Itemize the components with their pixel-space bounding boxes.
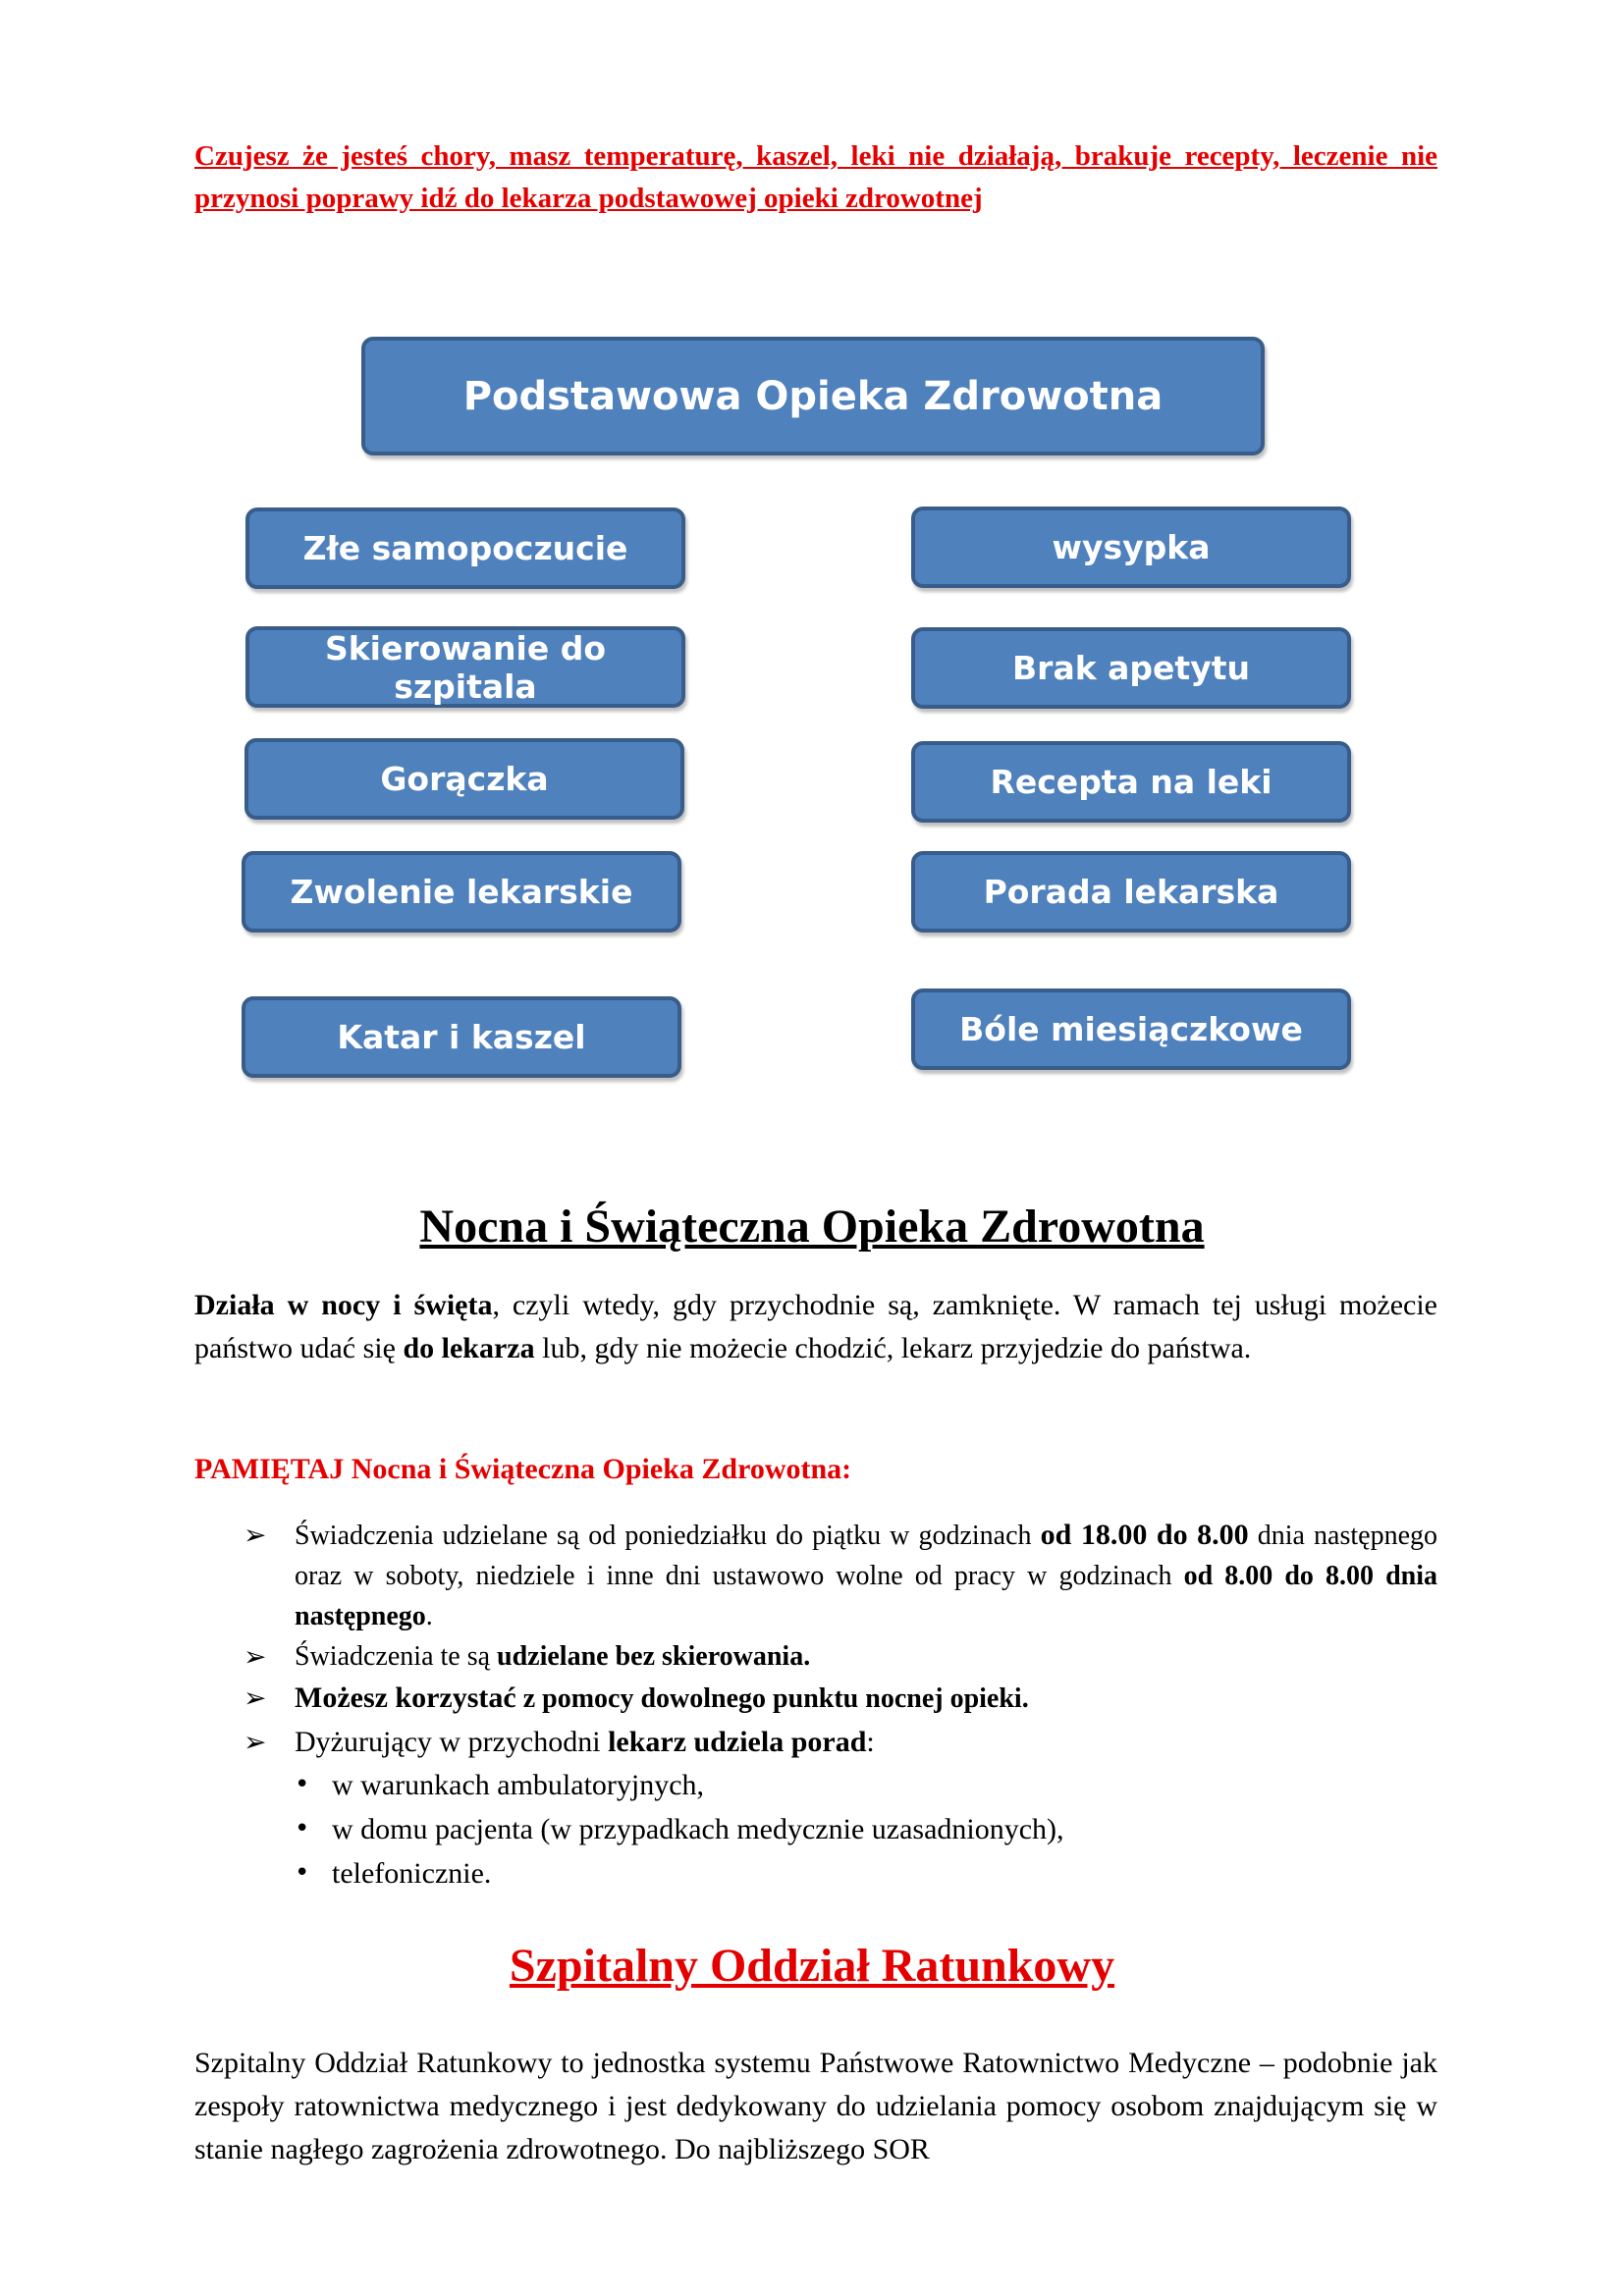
list-item: • w warunkach ambulatoryjnych, bbox=[194, 1763, 1437, 1807]
diagram-right-item: wysypka bbox=[911, 507, 1351, 588]
diagram-right-item: Recepta na leki bbox=[911, 741, 1351, 823]
diagram-right-item: Brak apetytu bbox=[911, 627, 1351, 709]
arrow-bullet-icon: ➢ bbox=[244, 1519, 267, 1551]
primary-care-main-box bbox=[361, 337, 1265, 455]
diagram-left-item: Katar i kaszel bbox=[242, 996, 681, 1078]
arrow-bullet-icon: ➢ bbox=[244, 1640, 267, 1673]
remember-heading: PAMIĘTAJ Nocna i Świąteczna Opieka Zdrowotna: bbox=[194, 1453, 852, 1485]
bullet-icon: • bbox=[295, 1770, 310, 1799]
sor-paragraph: Szpitalny Oddział Ratunkowy to jednostka systemu Państwowe Ratownictwo Medyczne – podobnie jak zespoły ratownictwa medycznego i jest dedykowany do udzielania pomocy osobom znajdującym się w stanie nagłego zagrożenia zdrowotnego. Do najbliższego SOR bbox=[194, 2047, 1437, 2165]
para-text-end: lub, gdy nie możecie chodzić, lekarz przyjedzie do państwa. bbox=[534, 1332, 1252, 1364]
arrow-bullet-icon: ➢ bbox=[244, 1682, 267, 1714]
list-item: • w domu pacjenta (w przypadkach medycznie uzasadnionych), bbox=[194, 1807, 1437, 1851]
night-care-heading: Nocna i Świąteczna Opieka Zdrowotna bbox=[419, 1201, 1205, 1253]
diagram-left-item: Skierowanie do szpitala bbox=[245, 626, 685, 708]
diagram-left-item: Złe samopoczucie bbox=[245, 507, 685, 589]
arrow-bullet-icon: ➢ bbox=[244, 1726, 267, 1758]
diagram-right-item: Bóle miesiączkowe bbox=[911, 988, 1351, 1070]
list-item: ➢ Możesz korzystać z pomocy dowolnego punktu nocnej opieki. bbox=[194, 1677, 1437, 1721]
intro-warning-text: Czujesz że jesteś chory, masz temperaturę, kaszel, leki nie działają, brakuje recepty, leczenie nie przynosi poprawy idź do lekarza podstawowej opieki zdrowotnej bbox=[194, 140, 1437, 214]
para-text: , czyli wtedy, gdy przychodnie są, zamknięte. W ramach tej usługi możecie państwo udać się bbox=[194, 1289, 1437, 1364]
list-item: ➢ Świadczenia udzielane są od poniedziałku do piątku w godzinach od 18.00 do 8.00 dnia następnego oraz w soboty, niedziele i inne dni ustawowo wolne od pracy w godzinach od 8.00 do 8.00 dnia następnego. bbox=[194, 1515, 1437, 1636]
bullet-icon: • bbox=[295, 1814, 310, 1843]
diagram-right-item: Porada lekarska bbox=[911, 851, 1351, 933]
diagram-left-item: Zwolenie lekarskie bbox=[242, 851, 681, 933]
list-item: ➢ Dyżurujący w przychodni lekarz udziela porad: bbox=[194, 1721, 1437, 1763]
list-item: • telefonicznie. bbox=[194, 1851, 1437, 1896]
para-bold-hours: Działa w nocy i święta bbox=[194, 1289, 493, 1321]
night-care-paragraph bbox=[194, 1284, 1437, 1370]
main-box-label: Podstawowa Opieka Zdrowotna bbox=[462, 373, 1164, 419]
list-item: ➢ Świadczenia te są udzielane bez skierowania. bbox=[194, 1636, 1437, 1677]
bullet-icon: • bbox=[295, 1858, 310, 1888]
night-care-rules-list bbox=[194, 1515, 1437, 1896]
para-bold-doctor: do lekarza bbox=[403, 1332, 535, 1364]
diagram-left-item: Gorączka bbox=[244, 738, 684, 820]
sor-heading: Szpitalny Oddział Ratunkowy bbox=[509, 1940, 1115, 1992]
